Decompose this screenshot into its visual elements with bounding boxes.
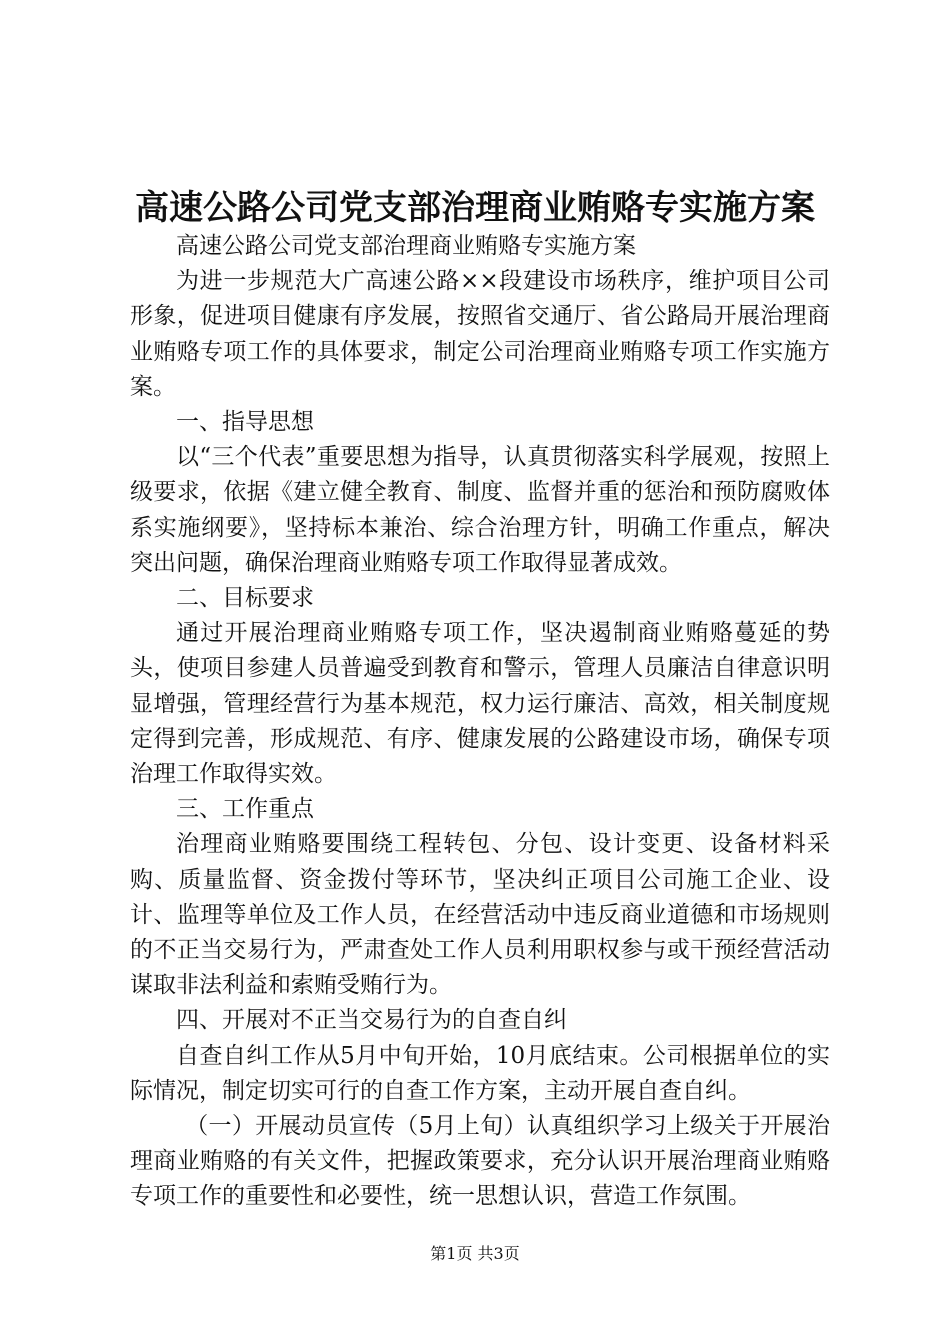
mobilization-paragraph: （一）开展动员宣传（5月上旬）认真组织学习上级关于开展治理商业贿赂的有关文件，把握政策要求，充分认识开展治理商业贿赂专项工作的重要性和必要性，统一思想认识，营造工作氛围。 <box>130 1113 830 1210</box>
intro-paragraph: 为进一步规范大广高速公路××段建设市场秩序，维护项目公司形象，促进项目健康有序发展，按照省交通厅、省公路局开展治理商业贿赂专项工作的具体要求，制定公司治理商业贿赂专项工作实施方案。 <box>130 268 830 400</box>
section-heading-key-work: 三、工作重点 <box>176 796 314 823</box>
document-body <box>130 229 830 1215</box>
self-inspection-paragraph: 自查自纠工作从5月中旬开始，10月底结束。公司根据单位的实际情况，制定切实可行的自查工作方案，主动开展自查自纠。 <box>130 1042 830 1104</box>
key-work-paragraph: 治理商业贿赂要围绕工程转包、分包、设计变更、设备材料采购、质量监督、资金拨付等环节，坚决纠正项目公司施工企业、设计、监理等单位及工作人员，在经营活动中违反商业道德和市场规则的不正当交易行为，严肃查处工作人员利用职权参与或干预经营活动谋取非法利益和索贿受贿行为。 <box>130 831 830 999</box>
section-heading-guiding-ideology: 一、指导思想 <box>176 409 314 436</box>
section-heading-self-inspection: 四、开展对不正当交易行为的自查自纠 <box>176 1007 567 1034</box>
subtitle-paragraph: 高速公路公司党支部治理商业贿赂专实施方案 <box>176 233 636 259</box>
document-title: 高速公路公司党支部治理商业贿赂专实施方案 <box>135 188 815 228</box>
page-footer: 第1页 共3页 <box>430 1244 520 1263</box>
guiding-ideology-paragraph: 以“三个代表”重要思想为指导，认真贯彻落实科学展观，按照上级要求，依据《建立健全教育、制度、监督并重的惩治和预防腐败体系实施纲要》，坚持标本兼治、综合治理方针，明确工作重点，解决突出问题，确保治理商业贿赂专项工作取得显著成效。 <box>130 444 830 576</box>
objectives-paragraph: 通过开展治理商业贿赂专项工作，坚决遏制商业贿赂蔓延的势头，使项目参建人员普遍受到教育和警示，管理人员廉洁自律意识明显增强，管理经营行为基本规范，权力运行廉洁、高效，相关制度规定得到完善，形成规范、有序、健康发展的公路建设市场，确保专项治理工作取得实效。 <box>130 620 830 788</box>
section-heading-objectives: 二、目标要求 <box>176 585 314 612</box>
